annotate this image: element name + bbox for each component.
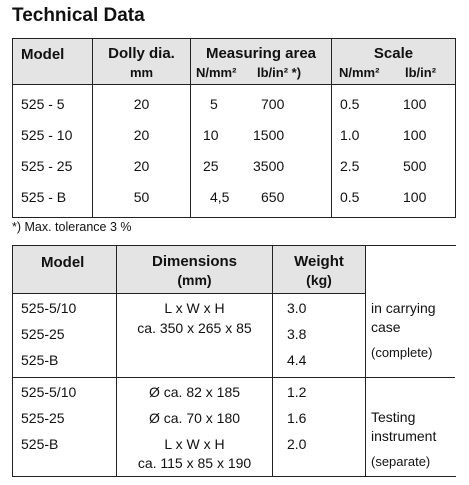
header-area-unit-n: N/mm² [196,65,237,80]
header-scale: Scale [373,45,414,62]
row2-area-n: 10 [203,127,219,143]
g1-row2-weight: 3.8 [287,326,307,342]
header-measuring-area: Measuring area [205,45,317,62]
g2-row2-weight: 1.6 [287,410,307,426]
technical-data-table [12,38,456,218]
g1-row1-model: 525-5/10 [21,300,77,316]
header-model: Model [21,46,65,63]
g2-row2-dim: Ø ca. 70 x 180 [148,410,241,426]
column-divider [365,246,366,476]
g2-note-line3: (separate) [371,454,431,469]
row3-dolly: 20 [133,158,150,174]
dimensions-weight-table [12,245,456,477]
row1-area-n: 5 [210,96,218,112]
row4-dolly: 50 [133,189,150,205]
group-divider [13,377,455,378]
header-area-unit-lb: lb/in² *) [257,65,302,80]
g2-row3-dim: L x W x H [164,436,225,452]
g1-row1-weight: 3.0 [287,300,307,316]
header-dimensions-unit: (mm) [177,272,212,288]
g1-row2-dim: ca. 350 x 265 x 85 [137,320,252,336]
header-scale-unit-n: N/mm² [339,65,380,80]
header-weight: Weight [294,253,344,270]
g1-row3-weight: 4.4 [287,352,307,368]
column-divider [190,39,191,217]
row2-scale-n: 1.0 [340,127,360,143]
g1-row2-model: 525-25 [21,326,65,342]
row2-model: 525 - 10 [21,127,73,143]
header-dolly: Dolly dia. [108,45,175,62]
page-title: Technical Data [12,5,145,26]
g1-note-line3: (complete) [371,345,433,360]
row1-area-lb: 700 [261,96,285,112]
g2-row1-dim: Ø ca. 82 x 185 [148,384,241,400]
g1-note-line1: in carrying [371,300,436,316]
header-model: Model [41,254,85,271]
header-weight-unit: (kg) [306,272,332,288]
row4-area-n: 4,5 [210,189,230,205]
row4-model: 525 - B [21,189,67,205]
row3-area-n: 25 [203,158,219,174]
row2-dolly: 20 [133,127,150,143]
g2-row3-weight: 2.0 [287,436,307,452]
g1-row1-dim: L x W x H [164,300,225,316]
row3-scale-lb: 500 [403,158,427,174]
row4-scale-lb: 100 [403,189,427,205]
g2-row3-model: 525-B [21,436,59,452]
row1-scale-lb: 100 [403,96,427,112]
row1-scale-n: 0.5 [340,96,360,112]
header-scale-unit-lb: lb/in² [405,65,437,80]
g2-note-line1: Testing [371,409,416,425]
row1-dolly: 20 [133,96,150,112]
g1-row3-model: 525-B [21,352,59,368]
row1-model: 525 - 5 [21,96,65,112]
g2-row2-model: 525-25 [21,410,65,426]
row4-scale-n: 0.5 [340,189,360,205]
footnote: *) Max. tolerance 3 % [12,220,132,234]
row2-area-lb: 1500 [253,127,285,143]
header-dimensions: Dimensions [151,253,238,270]
g2-row1-model: 525-5/10 [21,384,77,400]
row4-area-lb: 650 [261,189,285,205]
row3-scale-n: 2.5 [340,158,360,174]
g2-row1-weight: 1.2 [287,384,307,400]
column-divider [331,39,332,217]
g1-note-line2: case [371,319,401,335]
row2-scale-lb: 100 [403,127,427,143]
g2-note-line2: instrument [371,428,437,444]
row3-model: 525 - 25 [21,158,73,174]
header-dolly-unit: mm [129,65,154,80]
row3-area-lb: 3500 [253,158,285,174]
g2-row3-dim-extra: ca. 115 x 85 x 190 [137,455,252,471]
